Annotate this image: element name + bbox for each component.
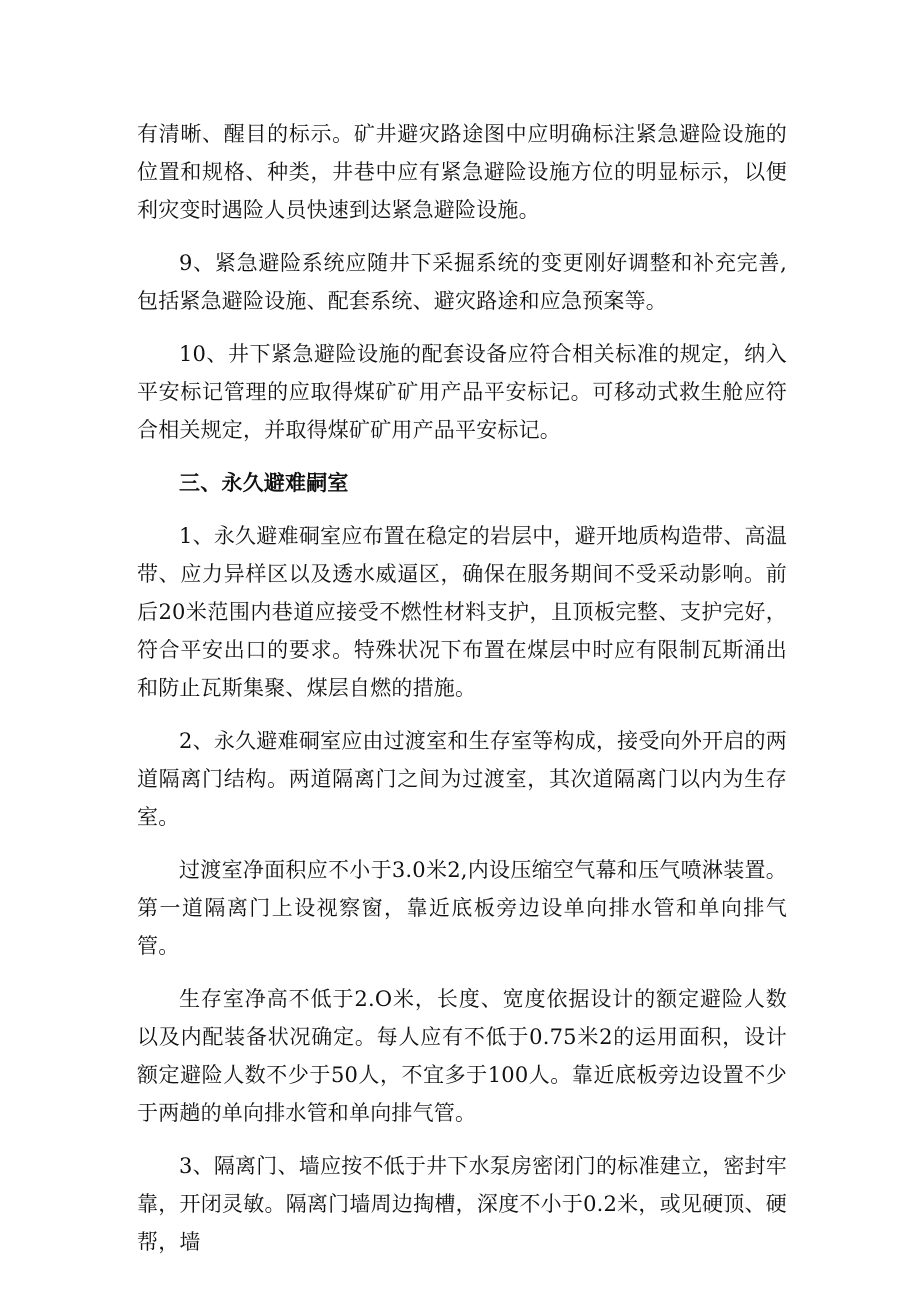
paragraph-transition-room: 过渡室净面积应不小于3.0米2,内设压缩空气幕和压气喷淋装置。第一道隔离门上设视察窗，靠近底板旁边设单向排水管和单向排气管。 [137, 858, 787, 958]
paragraph-continuation: 有清晰、醒目的标示。矿井避灾路途图中应明确标注紧急避险设施的位置和规格、种类，井巷中应有紧急避险设施方位的明显标示，以便利灾变时遇险人员快速到达紧急避险设施。 [137, 122, 787, 222]
section-heading: 三、永久避难嗣室 [179, 471, 349, 495]
paragraph-item-10: 10、井下紧急避险设施的配套设备应符合相关标准的规定，纳入平安标记管理的应取得煤矿矿用产品平安标记。可移动式救生舱应符合相关规定，并取得煤矿矿用产品平安标记。 [137, 342, 787, 442]
paragraph-survival-room: 生存室净高不低于2.O米，长度、宽度依据设计的额定避险人数以及内配装备状况确定。每人应有不低于0.75米2的运用面积，设计额定避险人数不少于50人，不宜多于100人。靠近底板旁边设置不少于两趟的单向排水管和单向排气管。 [137, 987, 787, 1125]
paragraph-item-1: 1、永久避难硐室应布置在稳定的岩层中，避开地质构造带、高温带、应力异样区以及透水威逼区，确保在服务期间不受采动影响。前后20米范围内巷道应接受不燃性材料支护，且顶板完整、支护完好，符合平安出口的要求。特殊状况下布置在煤层中时应有限制瓦斯涌出和防止瓦斯集聚、煤层自燃的措施。 [137, 524, 787, 700]
paragraph-item-2: 2、永久避难硐室应由过渡室和生存室等构成，接受向外开启的两道隔离门结构。两道隔离门之间为过渡室，其次道隔离门以内为生存室。 [137, 729, 787, 829]
paragraph-item-3: 3、隔离门、墙应按不低于井下水泵房密闭门的标准建立，密封牢靠，开闭灵敏。隔离门墙周边掏槽，深度不小于0.2米，或见硬顶、硬帮，墙 [137, 1154, 787, 1254]
document-body [137, 115, 787, 1276]
paragraph-item-9: 9、紧急避险系统应随井下采掘系统的变更刚好调整和补充完善,包括紧急避险设施、配套系统、避灾路途和应急预案等。 [137, 251, 787, 313]
